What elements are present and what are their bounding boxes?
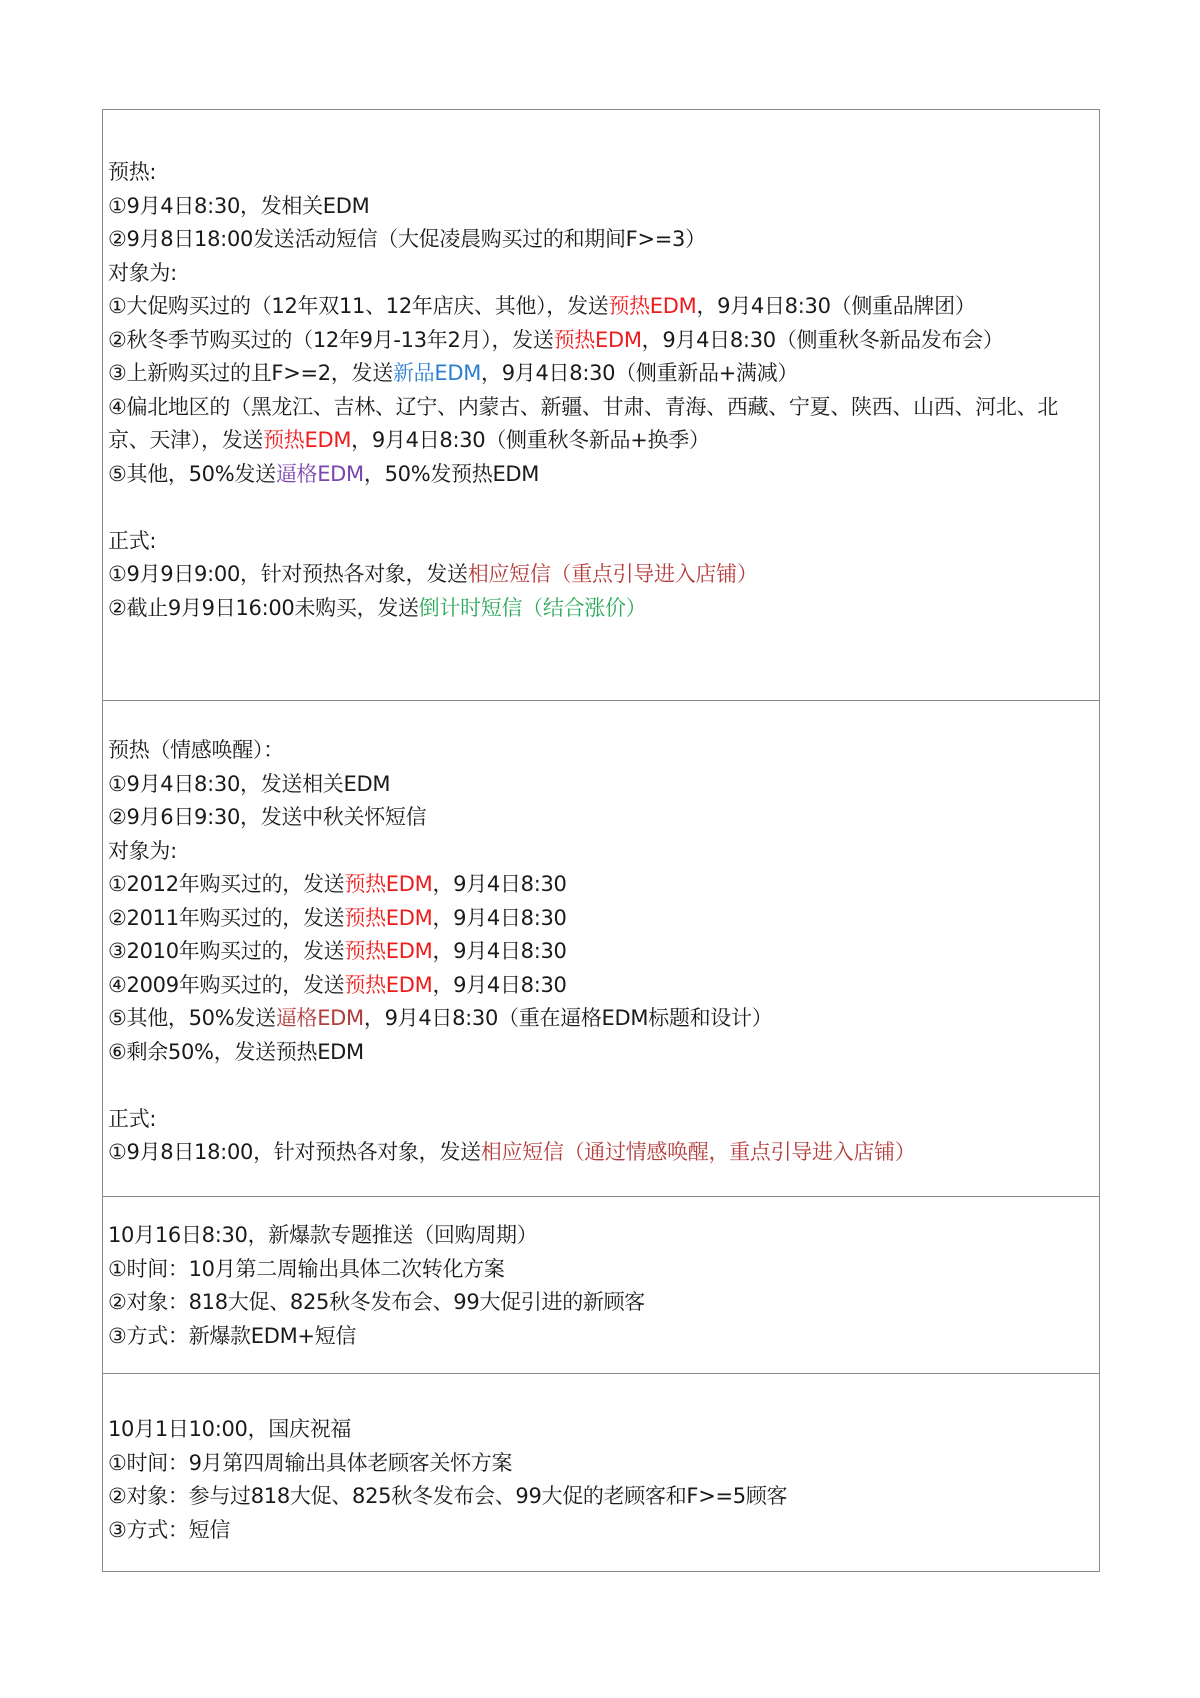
target-line: ④2009年购买过的，发送预热EDM，9月4日8:30 xyxy=(108,972,567,997)
target-heading: 对象为: xyxy=(108,838,177,863)
plan-table xyxy=(102,109,1100,1572)
highlight-text: 预热EDM xyxy=(263,428,352,452)
highlight-text: 逼格EDM xyxy=(275,1006,364,1030)
highlight-text: 倒计时短信（结合涨价） xyxy=(418,595,647,620)
target-line: ②2011年购买过的，发送预热EDM，9月4日8:30 xyxy=(108,905,567,930)
formal-heading: 正式: xyxy=(108,1106,157,1131)
highlight-text: 预热EDM xyxy=(344,872,433,896)
table-cell-preheat xyxy=(103,110,1099,700)
highlight-text: 相应短信（通过情感唤醒，重点引导进入店铺） xyxy=(480,1140,916,1164)
text-line: ①9月4日8:30，发送相关EDM xyxy=(108,771,391,796)
target-line: ⑤其他，50%发送逼格EDM，9月4日8:30（重在逼格EDM标题和设计） xyxy=(108,1006,773,1030)
section-title: 预热（情感唤醒）： xyxy=(108,738,284,762)
formal-line: ①9月9日9:00，针对预热各对象，发送相应短信（重点引导进入店铺） xyxy=(108,562,758,586)
highlight-text: 预热EDM xyxy=(344,905,433,930)
target-line: ②秋冬季节购买过的（12年9月-13年2月），发送预热EDM，9月4日8:30（侧重秋冬新品发布会） xyxy=(108,327,1004,352)
section-title: 10月16日8:30，新爆款专题推送（回购周期） xyxy=(108,1223,538,1247)
target-line: ③2010年购买过的，发送预热EDM，9月4日8:30 xyxy=(108,939,567,963)
text-line: ②9月6日9:30，发送中秋关怀短信 xyxy=(108,805,427,829)
highlight-text: 新品EDM xyxy=(392,361,482,385)
highlight-text: 预热EDM xyxy=(608,294,697,318)
formal-line: ①9月8日18:00，针对预热各对象，发送相应短信（通过情感唤醒，重点引导进入店铺） xyxy=(108,1140,916,1164)
section-title: 预热: xyxy=(108,160,157,184)
target-line: ⑥剩余50%，发送预热EDM xyxy=(108,1039,364,1064)
text-line: ①9月4日8:30，发相关EDM xyxy=(108,193,370,218)
table-cell-national-day xyxy=(103,1373,1099,1571)
table-cell-new-bestseller xyxy=(103,1196,1099,1373)
highlight-text: 相应短信（重点引导进入店铺） xyxy=(467,562,758,586)
target-heading: 对象为: xyxy=(108,260,177,285)
text-line: ②对象：参与过818大促、825秋冬发布会、99大促的老顾客和F>=5顾客 xyxy=(108,1484,788,1508)
table-cell-emotional xyxy=(103,700,1099,1196)
text-line: ③方式：短信 xyxy=(108,1517,231,1542)
target-line: ④偏北地区的（黑龙江、吉林、辽宁、内蒙古、新疆、甘肃、青海、西藏、宁夏、陕西、山西、河北、北京、天津），发送预热EDM，9月4日8:30（侧重秋冬新品+换季） xyxy=(108,394,1059,452)
text-line: ②对象：818大促、825秋冬发布会、99大促引进的新顾客 xyxy=(108,1290,646,1314)
highlight-text: 预热EDM xyxy=(553,327,642,352)
spacer xyxy=(108,1069,1093,1103)
text-line: ①时间：10月第二周输出具体二次转化方案 xyxy=(108,1256,505,1281)
formal-line: ②截止9月9日16:00未购买，发送倒计时短信（结合涨价） xyxy=(108,595,647,620)
spacer xyxy=(108,491,1093,525)
highlight-text: 预热EDM xyxy=(344,939,433,963)
highlight-text: 逼格EDM xyxy=(275,461,364,486)
target-line: ①2012年购买过的，发送预热EDM，9月4日8:30 xyxy=(108,872,567,896)
text-line: ②9月8日18:00发送活动短信（大促凌晨购买过的和期间F>=3） xyxy=(108,227,706,251)
text-line: ③方式：新爆款EDM+短信 xyxy=(108,1323,357,1348)
text-line: ①时间：9月第四周输出具体老顾客关怀方案 xyxy=(108,1450,513,1475)
highlight-text: 预热EDM xyxy=(344,972,433,997)
section-title: 10月1日10:00，国庆祝福 xyxy=(108,1417,352,1441)
target-line: ③上新购买过的且F>=2，发送新品EDM，9月4日8:30（侧重新品+满减） xyxy=(108,361,799,385)
target-line: ⑤其他，50%发送逼格EDM，50%发预热EDM xyxy=(108,461,540,486)
formal-heading: 正式: xyxy=(108,528,157,553)
target-line: ①大促购买过的（12年双11、12年店庆、其他），发送预热EDM，9月4日8:30（侧重品牌团） xyxy=(108,294,976,318)
